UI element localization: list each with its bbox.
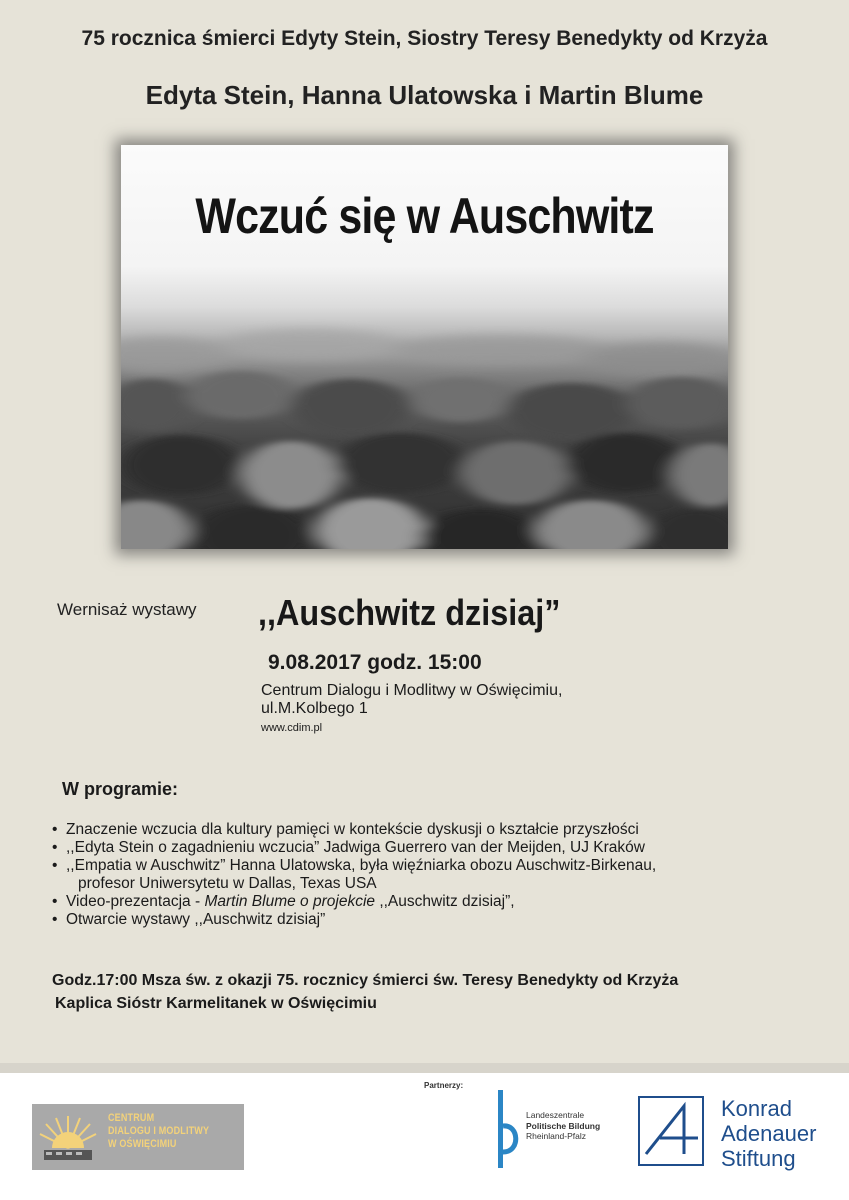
program-item — [52, 893, 812, 911]
mass-info: Godz.17:00 Msza św. z okazji 75. rocznicy śmierci św. Teresy Benedykty od Krzyża — [52, 972, 679, 989]
kas-logo-line: Adenauer — [721, 1121, 817, 1146]
venue-address: ul.M.Kolbego 1 — [261, 700, 368, 717]
lpb-logo-line: Rheinland-Pfalz — [526, 1131, 587, 1141]
lpb-logo-text — [526, 1110, 600, 1142]
cdim-logo-line: DIALOGU I MODLITWY — [108, 1125, 210, 1137]
program-item — [52, 857, 812, 893]
lpb-logo-icon — [495, 1090, 523, 1172]
speakers-heading: Edyta Stein, Hanna Ulatowska i Martin Blume — [145, 80, 704, 110]
program-item-text-end: ,,Auschwitz dzisiaj”, — [375, 893, 515, 910]
bullet-icon: • — [52, 839, 58, 856]
website-link[interactable]: www.cdim.pl — [261, 722, 323, 734]
anniversary-heading: 75 rocznica śmierci Edyty Stein, Siostry Teresy Benedykty od Krzyża — [81, 27, 768, 50]
program-heading: W programie: — [62, 779, 179, 799]
kas-logo-line: Stiftung — [721, 1146, 796, 1171]
exhibition-title: ,,Auschwitz dzisiaj” — [258, 592, 561, 633]
program-list — [52, 821, 812, 929]
cdim-logo-text — [108, 1112, 209, 1151]
program-item-text: Otwarcie wystawy ,,Auschwitz dzisiaj” — [66, 911, 326, 928]
lpb-logo-line: Landeszentrale — [526, 1110, 585, 1120]
program-item-text: Znaczenie wczucia dla kultury pamięci w kontekście dyskusji o kształcie przyszłości — [66, 821, 639, 838]
partners-label: Partnerzy: — [424, 1081, 464, 1090]
photo-title: Wczuć się w Auschwitz — [195, 188, 654, 244]
exhibition-photo — [121, 145, 728, 549]
program-item — [52, 839, 812, 857]
bullet-icon: • — [52, 911, 58, 928]
program-item-text: ,,Edyta Stein o zagadnieniu wczucia” Jadwiga Guerrero van der Meijden, UJ Kraków — [66, 839, 645, 856]
bullet-icon: • — [52, 821, 58, 838]
program-item — [52, 821, 812, 839]
program-item — [52, 911, 812, 929]
program-item-continuation: profesor Uniwersytetu w Dallas, Texas USA — [78, 875, 377, 892]
cdim-logo-line: W OŚWIĘCIMIU — [108, 1138, 177, 1150]
program-item-text: ,,Empatia w Auschwitz” Hanna Ulatowska, była więźniarka obozu Auschwitz-Birkenau, — [66, 857, 657, 874]
kas-logo-line: Konrad — [721, 1096, 792, 1121]
kas-logo-text — [721, 1096, 816, 1171]
program-item-text: Video-prezentacja - — [66, 893, 205, 910]
bullet-icon: • — [52, 893, 58, 910]
venue-name: Centrum Dialogu i Modlitwy w Oświęcimiu, — [261, 682, 563, 699]
mass-location: Kaplica Sióstr Karmelitanek w Oświęcimiu — [55, 995, 377, 1012]
footer-divider — [0, 1063, 849, 1073]
cdim-logo-line: CENTRUM — [108, 1112, 155, 1124]
vernissage-label: Wernisaż wystawy — [57, 600, 197, 619]
cdim-logo — [32, 1104, 244, 1170]
lpb-logo-line: Politische Bildung — [526, 1120, 601, 1131]
kas-logo-icon — [638, 1096, 704, 1166]
bullet-icon: • — [52, 857, 58, 874]
program-item-italic: Martin Blume o projekcie — [204, 893, 376, 910]
sunrise-icon — [32, 1104, 104, 1170]
event-datetime: 9.08.2017 godz. 15:00 — [268, 651, 482, 674]
